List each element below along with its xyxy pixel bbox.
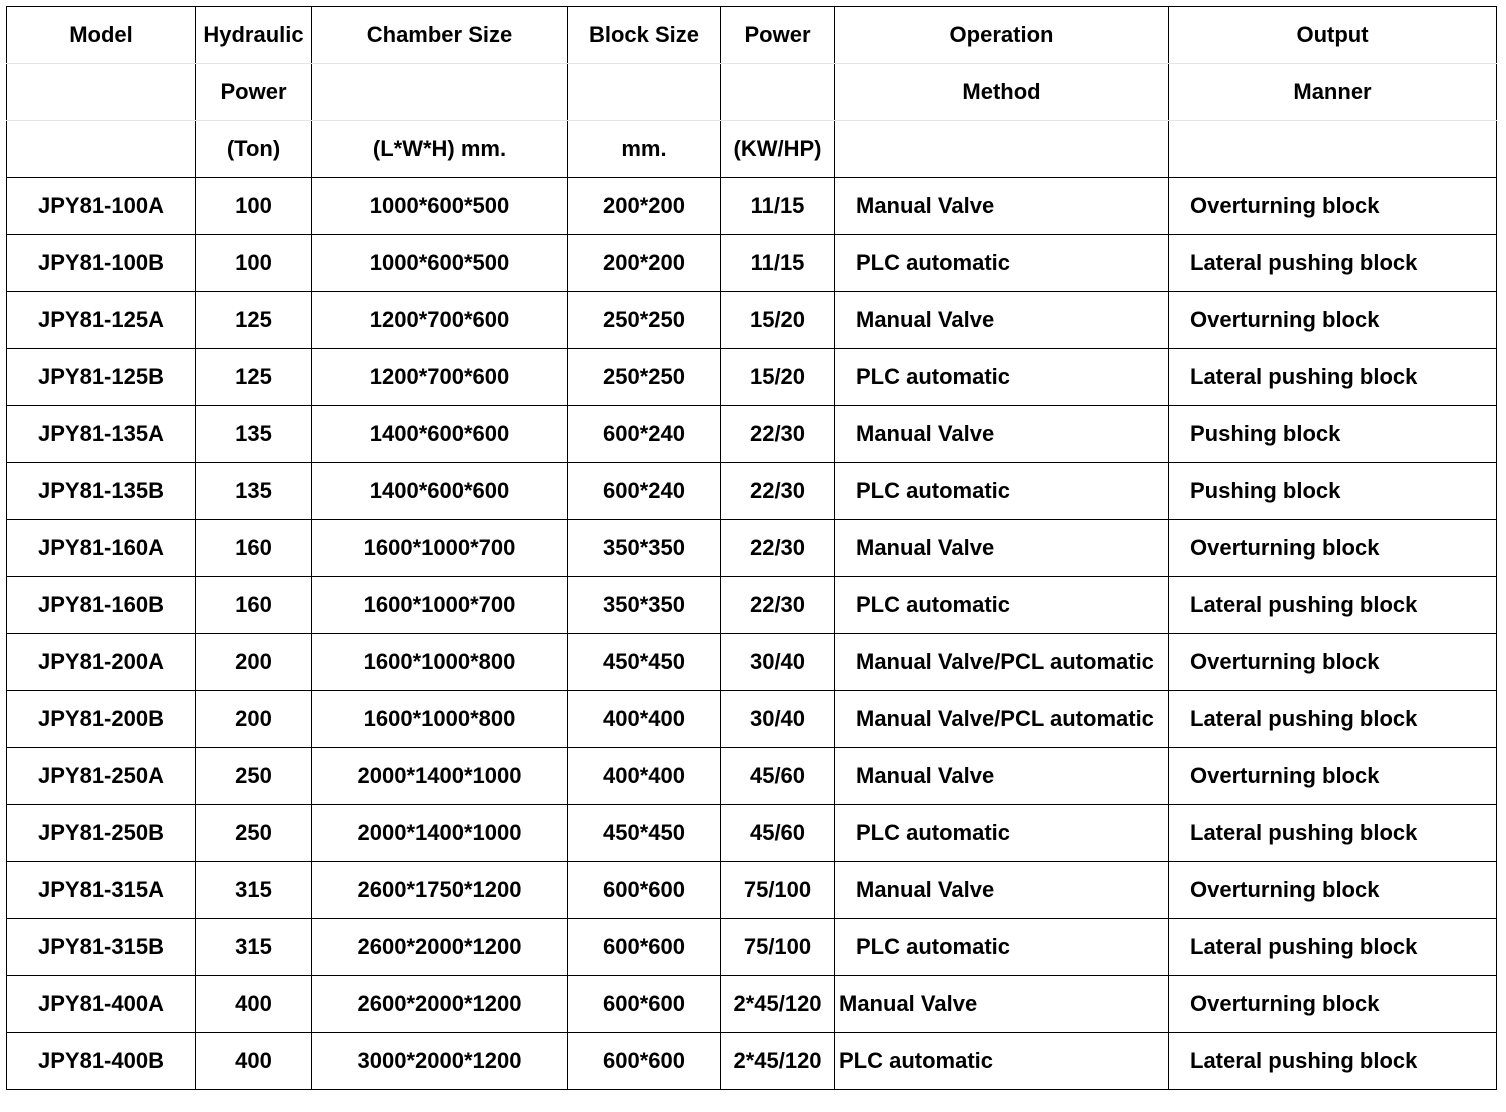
table-row [7, 748, 1497, 805]
chamber-size-cell: 1600*1000*700 [312, 520, 568, 577]
power-cell: 45/60 [721, 748, 835, 805]
hydraulic-power-cell: 200 [196, 691, 312, 748]
output-manner-cell: Lateral pushing block [1169, 805, 1497, 862]
model-cell: JPY81-125B [7, 349, 196, 406]
hydraulic-power-cell: 135 [196, 463, 312, 520]
output-manner-cell: Overturning block [1169, 178, 1497, 235]
header-cell: Manner [1169, 64, 1497, 121]
hydraulic-power-cell: 200 [196, 634, 312, 691]
operation-method-cell: Manual Valve [835, 862, 1169, 919]
header-cell [568, 64, 721, 121]
model-cell: JPY81-135A [7, 406, 196, 463]
power-cell: 45/60 [721, 805, 835, 862]
hydraulic-power-cell: 315 [196, 919, 312, 976]
power-cell: 75/100 [721, 919, 835, 976]
block-size-cell: 450*450 [568, 805, 721, 862]
model-cell: JPY81-315A [7, 862, 196, 919]
header-cell: Hydraulic [196, 7, 312, 64]
header-cell [1169, 121, 1497, 178]
model-cell: JPY81-200A [7, 634, 196, 691]
table-row [7, 805, 1497, 862]
header-cell [721, 64, 835, 121]
header-cell: Power [196, 64, 312, 121]
block-size-cell: 200*200 [568, 178, 721, 235]
table-row [7, 976, 1497, 1033]
header-cell: (KW/HP) [721, 121, 835, 178]
output-manner-cell: Overturning block [1169, 292, 1497, 349]
operation-method-cell: PLC automatic [835, 577, 1169, 634]
chamber-size-cell: 1600*1000*700 [312, 577, 568, 634]
model-cell: JPY81-315B [7, 919, 196, 976]
output-manner-cell: Lateral pushing block [1169, 235, 1497, 292]
power-cell: 2*45/120 [721, 1033, 835, 1090]
header-cell: Operation [835, 7, 1169, 64]
block-size-cell: 600*600 [568, 919, 721, 976]
output-manner-cell: Overturning block [1169, 748, 1497, 805]
chamber-size-cell: 1400*600*600 [312, 406, 568, 463]
header-cell: (L*W*H) mm. [312, 121, 568, 178]
table-row [7, 862, 1497, 919]
header-row [7, 121, 1497, 178]
hydraulic-power-cell: 160 [196, 577, 312, 634]
block-size-cell: 600*600 [568, 1033, 721, 1090]
block-size-cell: 600*240 [568, 406, 721, 463]
operation-method-cell: Manual Valve [835, 520, 1169, 577]
output-manner-cell: Overturning block [1169, 634, 1497, 691]
header-cell: mm. [568, 121, 721, 178]
spec-table-body [7, 7, 1497, 1090]
output-manner-cell: Lateral pushing block [1169, 577, 1497, 634]
table-row [7, 292, 1497, 349]
hydraulic-power-cell: 125 [196, 292, 312, 349]
block-size-cell: 600*600 [568, 976, 721, 1033]
power-cell: 15/20 [721, 292, 835, 349]
chamber-size-cell: 2600*2000*1200 [312, 919, 568, 976]
power-cell: 30/40 [721, 691, 835, 748]
header-cell: Model [7, 7, 196, 64]
table-row [7, 634, 1497, 691]
block-size-cell: 600*240 [568, 463, 721, 520]
table-row [7, 919, 1497, 976]
model-cell: JPY81-250B [7, 805, 196, 862]
model-cell: JPY81-400B [7, 1033, 196, 1090]
power-cell: 2*45/120 [721, 976, 835, 1033]
block-size-cell: 400*400 [568, 691, 721, 748]
chamber-size-cell: 2000*1400*1000 [312, 748, 568, 805]
power-cell: 22/30 [721, 577, 835, 634]
header-row [7, 64, 1497, 121]
chamber-size-cell: 2600*1750*1200 [312, 862, 568, 919]
operation-method-cell: Manual Valve [835, 406, 1169, 463]
power-cell: 22/30 [721, 520, 835, 577]
block-size-cell: 350*350 [568, 577, 721, 634]
model-cell: JPY81-400A [7, 976, 196, 1033]
spec-table [6, 6, 1497, 1090]
chamber-size-cell: 1000*600*500 [312, 178, 568, 235]
block-size-cell: 350*350 [568, 520, 721, 577]
output-manner-cell: Lateral pushing block [1169, 1033, 1497, 1090]
chamber-size-cell: 1000*600*500 [312, 235, 568, 292]
operation-method-cell: Manual Valve [835, 292, 1169, 349]
power-cell: 15/20 [721, 349, 835, 406]
hydraulic-power-cell: 400 [196, 1033, 312, 1090]
chamber-size-cell: 1400*600*600 [312, 463, 568, 520]
model-cell: JPY81-100A [7, 178, 196, 235]
header-cell [7, 121, 196, 178]
block-size-cell: 250*250 [568, 349, 721, 406]
header-cell [312, 64, 568, 121]
table-row [7, 463, 1497, 520]
header-row [7, 7, 1497, 64]
header-cell: Method [835, 64, 1169, 121]
table-row [7, 349, 1497, 406]
operation-method-cell: Manual Valve [835, 748, 1169, 805]
output-manner-cell: Overturning block [1169, 862, 1497, 919]
operation-method-cell: Manual Valve [835, 976, 1169, 1033]
block-size-cell: 200*200 [568, 235, 721, 292]
chamber-size-cell: 2000*1400*1000 [312, 805, 568, 862]
model-cell: JPY81-200B [7, 691, 196, 748]
operation-method-cell: PLC automatic [835, 235, 1169, 292]
hydraulic-power-cell: 135 [196, 406, 312, 463]
header-cell [7, 64, 196, 121]
hydraulic-power-cell: 125 [196, 349, 312, 406]
operation-method-cell: Manual Valve [835, 178, 1169, 235]
block-size-cell: 250*250 [568, 292, 721, 349]
power-cell: 22/30 [721, 463, 835, 520]
header-cell [835, 121, 1169, 178]
header-cell: Output [1169, 7, 1497, 64]
table-row [7, 235, 1497, 292]
chamber-size-cell: 1600*1000*800 [312, 691, 568, 748]
block-size-cell: 400*400 [568, 748, 721, 805]
hydraulic-power-cell: 315 [196, 862, 312, 919]
hydraulic-power-cell: 250 [196, 805, 312, 862]
hydraulic-power-cell: 100 [196, 178, 312, 235]
model-cell: JPY81-160B [7, 577, 196, 634]
output-manner-cell: Overturning block [1169, 520, 1497, 577]
operation-method-cell: PLC automatic [835, 805, 1169, 862]
model-cell: JPY81-135B [7, 463, 196, 520]
operation-method-cell: Manual Valve/PCL automatic [835, 691, 1169, 748]
header-cell: Chamber Size [312, 7, 568, 64]
model-cell: JPY81-100B [7, 235, 196, 292]
hydraulic-power-cell: 400 [196, 976, 312, 1033]
table-row [7, 691, 1497, 748]
chamber-size-cell: 2600*2000*1200 [312, 976, 568, 1033]
model-cell: JPY81-250A [7, 748, 196, 805]
model-cell: JPY81-125A [7, 292, 196, 349]
operation-method-cell: PLC automatic [835, 349, 1169, 406]
header-cell: (Ton) [196, 121, 312, 178]
hydraulic-power-cell: 160 [196, 520, 312, 577]
chamber-size-cell: 1600*1000*800 [312, 634, 568, 691]
table-row [7, 577, 1497, 634]
output-manner-cell: Lateral pushing block [1169, 691, 1497, 748]
table-row [7, 520, 1497, 577]
operation-method-cell: Manual Valve/PCL automatic [835, 634, 1169, 691]
hydraulic-power-cell: 250 [196, 748, 312, 805]
operation-method-cell: PLC automatic [835, 1033, 1169, 1090]
power-cell: 11/15 [721, 235, 835, 292]
power-cell: 30/40 [721, 634, 835, 691]
chamber-size-cell: 3000*2000*1200 [312, 1033, 568, 1090]
chamber-size-cell: 1200*700*600 [312, 349, 568, 406]
output-manner-cell: Pushing block [1169, 406, 1497, 463]
model-cell: JPY81-160A [7, 520, 196, 577]
power-cell: 11/15 [721, 178, 835, 235]
power-cell: 22/30 [721, 406, 835, 463]
hydraulic-power-cell: 100 [196, 235, 312, 292]
power-cell: 75/100 [721, 862, 835, 919]
block-size-cell: 450*450 [568, 634, 721, 691]
chamber-size-cell: 1200*700*600 [312, 292, 568, 349]
output-manner-cell: Pushing block [1169, 463, 1497, 520]
table-row [7, 406, 1497, 463]
operation-method-cell: PLC automatic [835, 463, 1169, 520]
output-manner-cell: Lateral pushing block [1169, 349, 1497, 406]
block-size-cell: 600*600 [568, 862, 721, 919]
header-cell: Block Size [568, 7, 721, 64]
table-row [7, 178, 1497, 235]
header-cell: Power [721, 7, 835, 64]
output-manner-cell: Lateral pushing block [1169, 919, 1497, 976]
output-manner-cell: Overturning block [1169, 976, 1497, 1033]
operation-method-cell: PLC automatic [835, 919, 1169, 976]
table-row [7, 1033, 1497, 1090]
